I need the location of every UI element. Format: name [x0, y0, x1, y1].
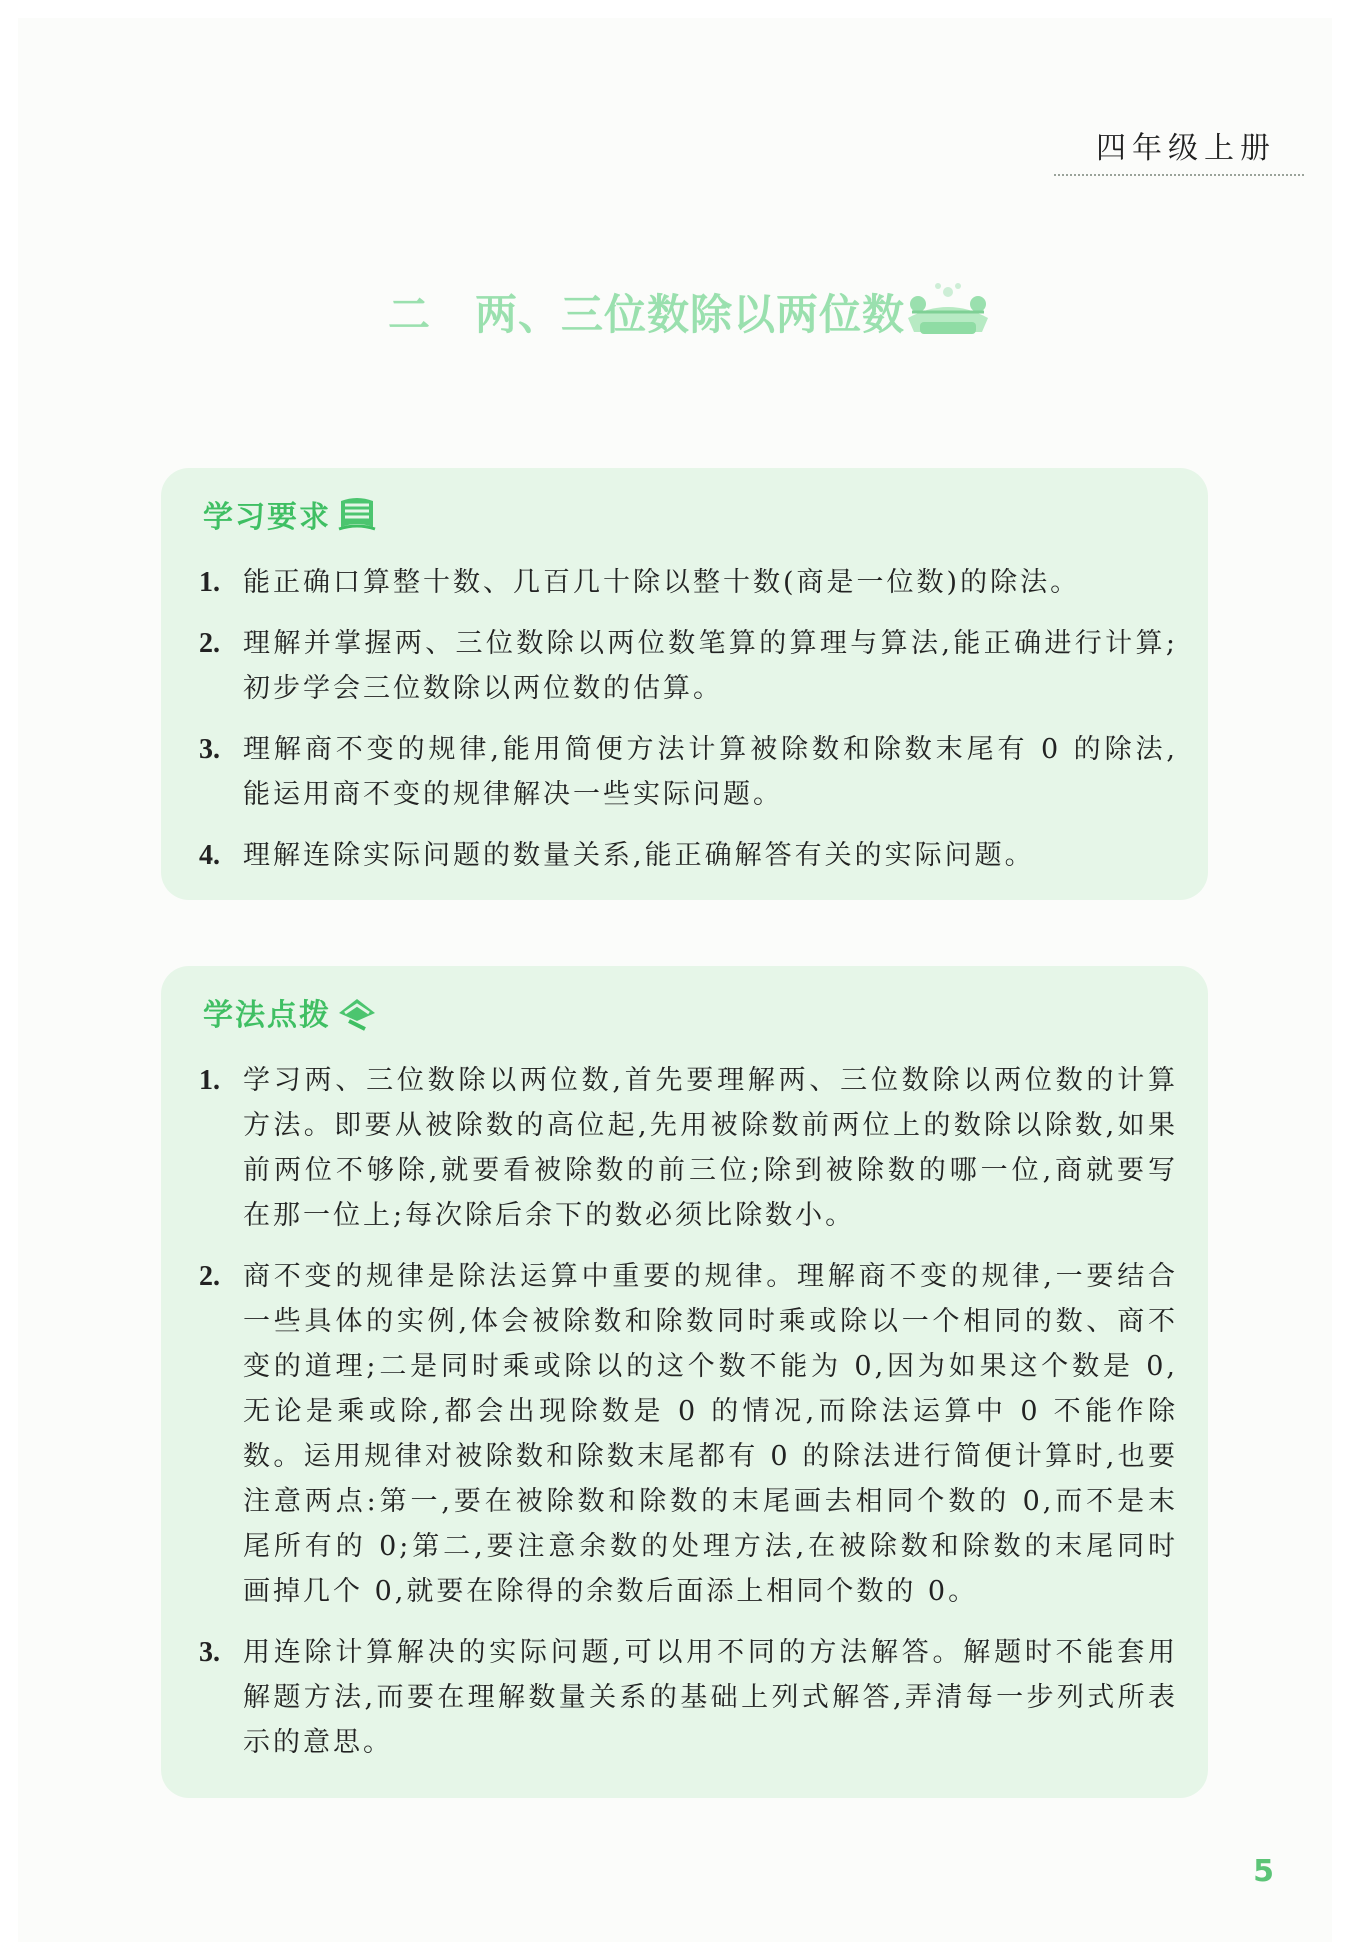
- tips-list: [199, 1058, 1178, 1781]
- book-icon: [335, 493, 379, 535]
- learning-requirements-heading: [203, 492, 379, 536]
- list-item: 1. 能正确口算整十数、几百几十除以整十数(商是一位数)的除法。: [199, 567, 1081, 598]
- page-number: 5: [1253, 1854, 1274, 1889]
- list-item: 2. 理解并掌握两、三位数除以两位数笔算的算理与算法,能正确进行计算;初步学会三位数除以两位数的估算。: [199, 628, 1178, 704]
- list-item: 2. 商不变的规律是除法运算中重要的规律。理解商不变的规律,一要结合一些具体的实例,体会被除数和除数同时乘或除以一个相同的数、商不变的道理;二是同时乘或除以的这个数不能为 0,因为如果这个数是 0,无论是乘或除,都会出现除数是 0 的情况,而除法运算中 0 不能作除数。运用规律对被除数和除数末尾都有 0 的除法进行简便计算时,也要注意两点:第一,要在被除数和除数的末尾画去相同个数的 0,而不是末尾所有的 0;第二,要注意余数的处理方法,在被除数和除数的末尾同时画掉几个 0,就要在除得的余数后面添上相同个数的 0。: [199, 1261, 1178, 1607]
- list-item: 3. 用连除计算解决的实际问题,可以用不同的方法解答。解题时不能套用解题方法,而要在理解数量关系的基础上列式解答,弄清每一步列式所表示的意思。: [199, 1637, 1178, 1758]
- chapter-name: 两、三位数除以两位数: [475, 290, 906, 339]
- list-item: 1. 学习两、三位数除以两位数,首先要理解两、三位数除以两位数的计算方法。即要从被除数的高位起,先用被除数前两位上的数除以除数,如果前两位不够除,就要看被除数的前三位;除到被除数的哪一位,商就要写在那一位上;每次除后余下的数必须比除数小。: [199, 1065, 1178, 1231]
- grade-label: 四年级上册: [1054, 128, 1304, 176]
- learning-requirements-title: 学习要求: [203, 500, 331, 535]
- learning-requirements-box: [161, 468, 1208, 900]
- abacus-icon: [898, 276, 998, 340]
- study-tips-box: [161, 966, 1208, 1798]
- requirements-list: [199, 560, 1178, 894]
- page: [18, 18, 1332, 1942]
- chapter-title: [388, 276, 905, 348]
- study-tips-title: 学法点拨: [203, 998, 331, 1033]
- chapter-number: 二: [388, 290, 432, 339]
- pencil-icon: [335, 991, 379, 1033]
- list-item: 4. 理解连除实际问题的数量关系,能正确解答有关的实际问题。: [199, 840, 1035, 871]
- study-tips-heading: [203, 990, 379, 1034]
- list-item: 3. 理解商不变的规律,能用简便方法计算被除数和除数末尾有 0 的除法,能运用商不变的规律解决一些实际问题。: [199, 734, 1178, 810]
